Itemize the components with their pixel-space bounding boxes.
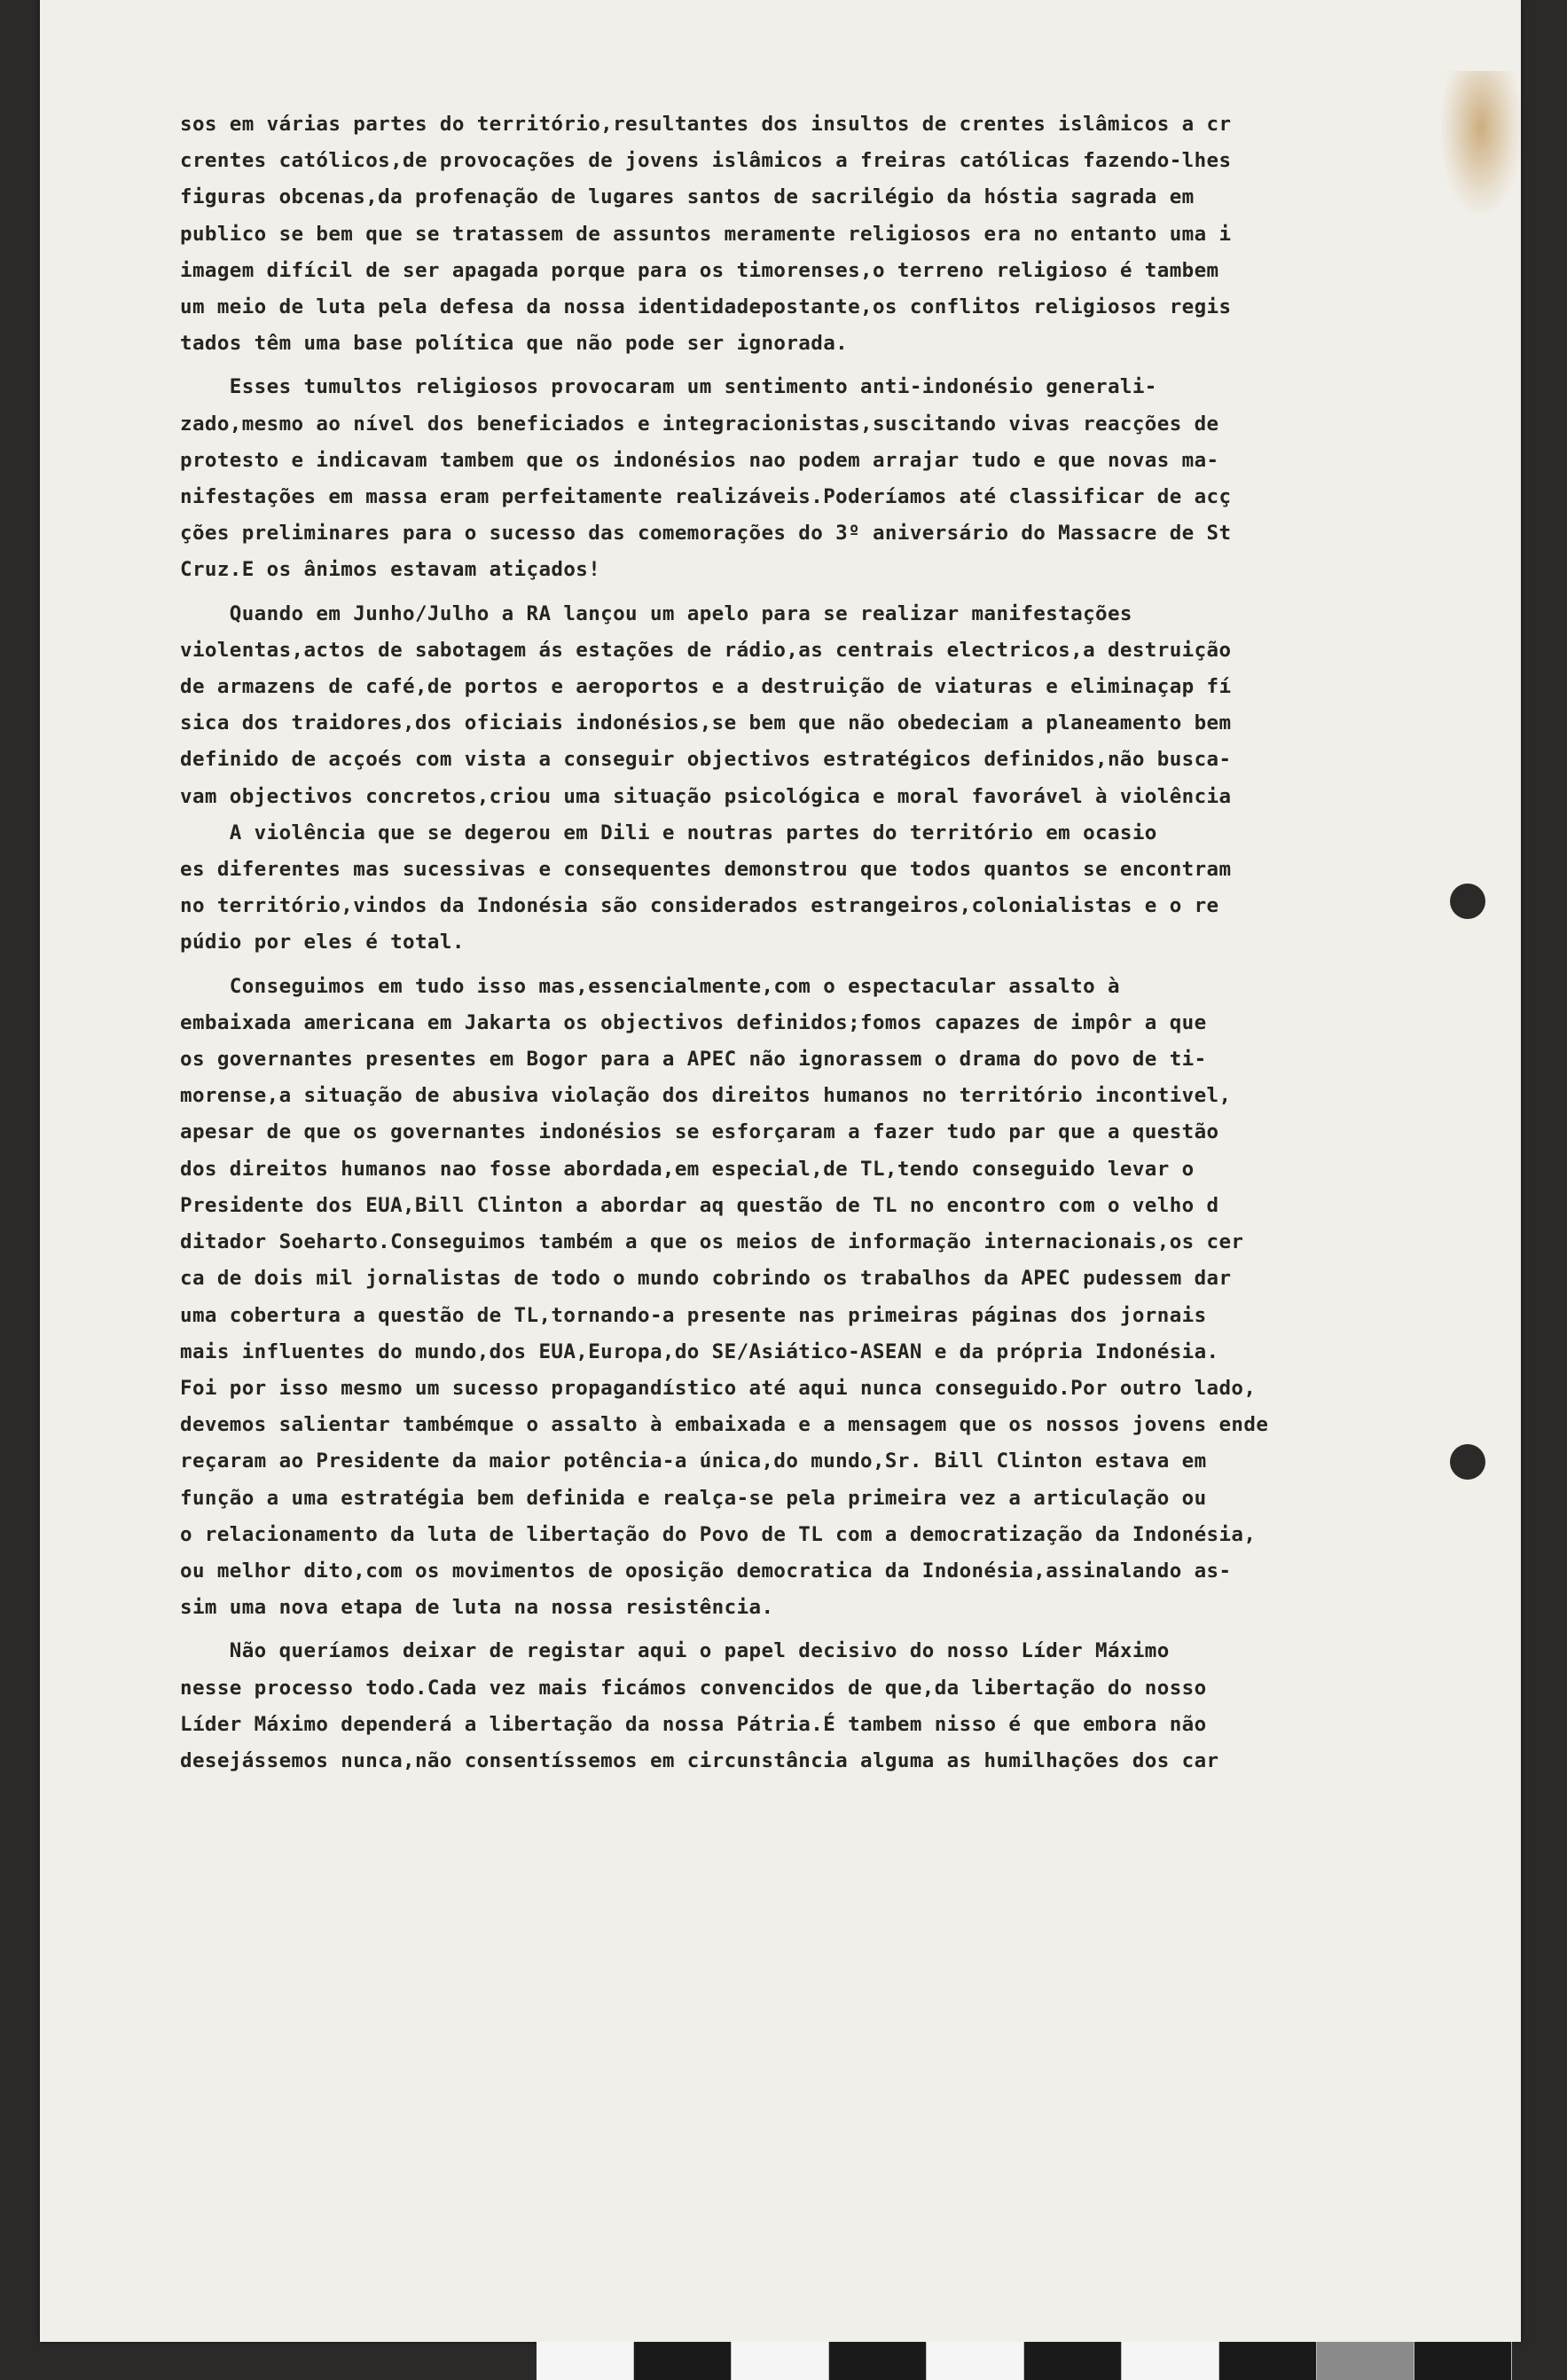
scale-segment bbox=[537, 2342, 634, 2380]
paragraph: sos em várias partes do território,resultantes dos insultos de crentes islâmicos a cr crentes católicos,de provocações de jovens islâmicos a freiras católicas fazendo-lhes figuras obcenas,da profenação de lugares santos de sacrilégio da hóstia sagrada em publico se bem que se tratassem de assuntos meramente religiosos era no entanto uma i imagem difícil de ser apagada porque para os timorenses,o terreno religioso é tambem um meio de luta pela defesa da nossa identidadepostante,os conflitos religiosos regis tados têm uma base política que não pode ser ignorada. bbox=[180, 113, 1232, 356]
paragraph: Esses tumultos religiosos provocaram um sentimento anti-indonésio generali- zado,mesmo ao nível dos beneficiados e integracionistas,suscitando vivas reacções de protesto e indicavam tambem que os indonésios nao podem arrajar tudo e que novas ma- nifestações em massa eram perfeitamente realizáveis.Poderíamos até classificar de acç ções preliminares para o sucesso das comemorações do 3º aniversário do Massacre de St Cruz.E os ânimos estavam atiçados! bbox=[180, 375, 1232, 582]
scale-segment bbox=[1317, 2342, 1414, 2380]
paragraph: Conseguimos em tudo isso mas,essencialmente,com o espectacular assalto à embaixada americana em Jakarta os objectivos definidos;fomos capazes de impôr a que os governantes presentes em Bogor para a APEC não ignorassem o drama do povo de ti- morense,a situação de abusiva violação dos direitos humanos no território incontivel, apesar de que os governantes indonésios se esforçaram a fazer tudo par que a questão dos direitos humanos nao fosse abordada,em especial,de TL,tendo conseguido levar o Presidente dos EUA,Bill Clinton a abordar aq questão de TL no encontro com o velho d ditador Soeharto.Conseguimos também a que os meios de informação internacionais,os cer ca de dois mil jornalistas de todo o mundo cobrindo os trabalhos da APEC pudessem dar uma cobertura a questão de TL,tornando-a presente nas primeiras páginas dos jornais mais influentes do mundo,dos EUA,Europa,do SE/Asiático-ASEAN e da própria Indonésia. Foi por isso mesmo um sucesso propagandístico até aqui nunca conseguido.Por outro lado, devemos salientar tambémque o assalto à embaixada e a mensagem que os nossos jovens ende reçaram ao Presidente da maior potência-a única,do mundo,Sr. Bill Clinton estava em função a uma estratégia bem definida e realça-se pela primeira vez a articulação ou o relacionamento da luta de libertação do Povo de TL com a democratização da Indonésia, ou melhor dito,com os movimentos de oposição democratica da Indonésia,assinalando as- sim uma nova etapa de luta na nossa resistência. bbox=[180, 974, 1269, 1620]
scale-segment bbox=[1219, 2342, 1317, 2380]
typewritten-text bbox=[180, 106, 1484, 1779]
paragraph: Não queríamos deixar de registar aqui o papel decisivo do nosso Líder Máximo nesse processo todo.Cada vez mais ficámos convencidos de que,da libertação do nosso Líder Máximo dependerá a libertação da nossa Pátria.É tambem nisso é que embora não desejássemos nunca,não consentíssemos em circunstância alguma as humilhações dos car bbox=[180, 1639, 1219, 1772]
scale-segment bbox=[1122, 2342, 1219, 2380]
document-page bbox=[40, 0, 1521, 2342]
scale-segment bbox=[732, 2342, 829, 2380]
scale-segment bbox=[927, 2342, 1024, 2380]
scale-segment bbox=[634, 2342, 732, 2380]
paragraph: Quando em Junho/Julho a RA lançou um apelo para se realizar manifestações violentas,actos de sabotagem ás estações de rádio,as centrais electricos,a destruição de armazens de café,de portos e aeroportos e a destruição de viaturas e eliminaçap fí sica dos traidores,dos oficiais indonésios,se bem que não obedeciam a planeamento bem definido de acçoés com vista a conseguir objectivos estratégicos definidos,não busca- vam objectivos concretos,criou uma situação psicológica e moral favorável à violência bbox=[180, 601, 1232, 808]
color-scale-bar bbox=[537, 2342, 1512, 2380]
scale-segment bbox=[829, 2342, 927, 2380]
scale-segment bbox=[1024, 2342, 1122, 2380]
paragraph: A violência que se degerou em Dili e noutras partes do território em ocasio es diferentes mas sucessivas e consequentes demonstrou que todos quantos se encontram no território,vindos da Indonésia são considerados estrangeiros,colonialistas e o re púdio por eles é total. bbox=[180, 821, 1232, 954]
scale-segment bbox=[1414, 2342, 1512, 2380]
